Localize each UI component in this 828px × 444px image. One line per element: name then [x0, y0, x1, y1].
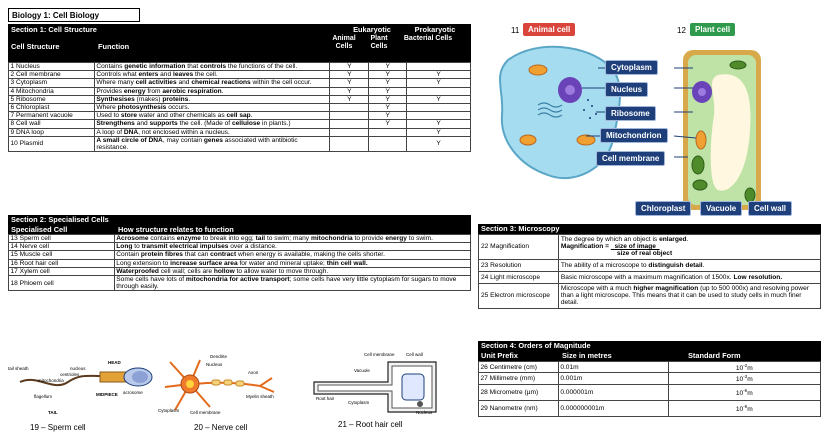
section3-row	[479, 284, 821, 309]
nerve-label-axon: Axon	[248, 370, 259, 375]
microscopy-term: 24 Light microscope	[479, 271, 559, 283]
nerve-cell-image	[150, 352, 280, 442]
root-label-vacuole: Vacuole	[354, 368, 370, 373]
plant-mark: Y	[369, 120, 407, 128]
plant-cell-title: Plant cell	[690, 23, 735, 36]
structure-name: 2 Cell membrane	[9, 71, 95, 79]
animal-number: 11	[511, 26, 520, 35]
animal-mitochondrion-1	[529, 65, 547, 75]
section3-rows	[478, 234, 821, 309]
col-function-header: Function	[98, 42, 130, 51]
bacterial-mark: Y	[407, 71, 471, 79]
section4-row	[479, 400, 821, 416]
specialised-cell-name: 18 Phloem cell	[9, 276, 115, 291]
bacterial-mark: Y	[407, 128, 471, 136]
root-hair-cell-image	[308, 350, 448, 440]
unit-prefix: 27 Millimetre (mm)	[479, 373, 559, 384]
nerve-label-dendrite: Dendrite	[210, 354, 228, 359]
section2-row	[9, 259, 471, 267]
unit-prefix: 26 Centimetre (cm)	[479, 362, 559, 373]
structure-name: 3 Cytoplasm	[9, 79, 95, 87]
specialised-cell-desc: Long to transmit electrical impulses over a distance.	[114, 243, 470, 251]
structure-name: 8 Cell wall	[9, 120, 95, 128]
label-nucleus: Nucleus	[605, 82, 648, 97]
section2-row	[9, 243, 471, 251]
bacterial-mark	[407, 87, 471, 95]
structure-function: Controls what enters and leaves the cell.	[94, 71, 329, 79]
section1-row	[9, 79, 471, 87]
animal-mitochondrion-3	[520, 135, 536, 145]
animal-mark: Y	[330, 63, 369, 71]
specialised-cell-desc: Waterproofed cell wall; cells are hollow to allow water to move through.	[114, 267, 470, 275]
section2-header	[8, 215, 471, 234]
plant-mark: Y	[369, 71, 407, 79]
structure-function: Contains genetic information that controls the functions of the cell.	[94, 63, 329, 71]
section1-row	[9, 104, 471, 112]
col-structure-header: Cell Structure	[11, 42, 60, 51]
specialised-cell-desc: Some cells have lots of mitochondria for active transport; some cells have very little cytoplasm for sugars to move through easily.	[114, 276, 470, 291]
section2-title: Section 2: Specialised Cells	[11, 215, 109, 224]
animal-mark: Y	[330, 87, 369, 95]
microscopy-desc: The degree by which an object is enlarged. Magnification = size of image size of real object	[558, 235, 820, 260]
specialised-cell-name: 14 Nerve cell	[9, 243, 115, 251]
sperm-label-tail-sheath: tail sheath	[8, 366, 29, 371]
nerve-label-myelin: Myelin sheath	[246, 394, 274, 399]
plant-number: 12	[677, 26, 686, 35]
unit-prefix: 28 Micrometre (µm)	[479, 384, 559, 400]
animal-mark	[330, 128, 369, 136]
structure-function: Synthesises (makes) proteins.	[94, 95, 329, 103]
sperm-label-flagellum: flagellum	[34, 394, 53, 399]
root-label-cytoplasm: Cytoplasm	[348, 400, 370, 405]
section2-row	[9, 251, 471, 259]
bacterial-mark	[407, 63, 471, 71]
microscopy-term: 22 Magnification	[479, 235, 559, 260]
structure-name: 9 DNA loop	[9, 128, 95, 136]
root-label-root-hair: Root hair	[316, 396, 335, 401]
microscopy-term: 23 Resolution	[479, 259, 559, 271]
sperm-label-centrioles: centrioles	[60, 372, 80, 377]
col-specialised-header: Specialised Cell	[11, 225, 68, 234]
root-caption: 21 – Root hair cell	[338, 420, 403, 429]
animal-mark	[330, 104, 369, 112]
section1-header	[8, 24, 471, 62]
section1-row	[9, 136, 471, 151]
section1-title: Section 1: Cell Structure	[11, 25, 97, 34]
structure-name: 5 Ribosome	[9, 95, 95, 103]
label-vacuole: Vacuole	[700, 201, 742, 216]
specialised-cell-name: 17 Xylem cell	[9, 267, 115, 275]
size-metres: 0.001m	[558, 373, 668, 384]
standard-form: $10^{-2}m$	[668, 362, 820, 373]
plant-mitochondrion	[696, 131, 706, 149]
section1-row	[9, 87, 471, 95]
plant-mark	[369, 136, 407, 151]
structure-name: 10 Plasmid	[9, 136, 95, 151]
sperm-label-head: HEAD	[108, 360, 121, 365]
section4-row	[479, 362, 821, 373]
section3-row	[479, 235, 821, 260]
col-size-header: Size in metres	[562, 351, 612, 360]
label-cell-membrane: Cell membrane	[596, 151, 665, 166]
microscopy-desc: Basic microscope with a maximum magnification of 1500x. Low resolution.	[558, 271, 820, 283]
plant-mark: Y	[369, 87, 407, 95]
section3-header: Section 3: Microscopy	[478, 224, 821, 234]
structure-function: Where many cell activities and chemical reactions within the cell occur.	[94, 79, 329, 87]
sperm-illustration	[8, 352, 168, 422]
standard-form: $10^{-9}m$	[668, 400, 820, 416]
plant-mark: Y	[369, 63, 407, 71]
section3-row	[479, 259, 821, 271]
bacterial-mark: Y	[407, 95, 471, 103]
animal-mark	[330, 136, 369, 151]
plant-mark: Y	[369, 95, 407, 103]
section2-table	[8, 215, 471, 291]
structure-function: Where photosynthesis occurs.	[94, 104, 329, 112]
structure-function: A small circle of DNA, may contain genes associated with antibiotic resistance.	[94, 136, 329, 151]
size-metres: 0.01m	[558, 362, 668, 373]
animal-mark: Y	[330, 79, 369, 87]
section1-table	[8, 24, 471, 152]
label-cell-wall: Cell wall	[748, 201, 792, 216]
label-chloroplast: Chloroplast	[635, 201, 691, 216]
sperm-label-midpiece: MIDPIECE	[96, 392, 118, 397]
sperm-label-acrosome: acrosome	[123, 390, 143, 395]
animal-mark	[330, 120, 369, 128]
section1-row	[9, 95, 471, 103]
bacterial-mark	[407, 104, 471, 112]
sperm-cell-image	[8, 352, 168, 442]
nerve-caption: 20 – Nerve cell	[194, 423, 248, 432]
section1-row	[9, 112, 471, 120]
label-mitochondrion: Mitochondrion	[600, 128, 668, 143]
bacterial-mark: Y	[407, 79, 471, 87]
section1-row	[9, 120, 471, 128]
specialised-cell-desc: Contain protein fibres that can contract when energy is available, making the cells shorter.	[114, 251, 470, 259]
col-animal-header: Animal Cells	[332, 35, 356, 50]
size-metres: 0.000001m	[558, 384, 668, 400]
plant-nucleolus	[698, 88, 706, 96]
nerve-label-cytoplasm: Cytoplasm	[158, 408, 180, 413]
nerve-label-membrane: Cell membrane	[190, 410, 221, 415]
section1-row	[9, 63, 471, 71]
section4-header	[478, 341, 821, 361]
microscopy-term: 25 Electron microscope	[479, 284, 559, 309]
section4-row	[479, 384, 821, 400]
bacterial-mark: Y	[407, 120, 471, 128]
section2-row	[9, 235, 471, 243]
section2-row	[9, 276, 471, 291]
section1-row	[9, 71, 471, 79]
animal-nucleolus	[565, 85, 575, 95]
standard-form: $10^{-6}m$	[668, 384, 820, 400]
structure-name: 4 Mitochondria	[9, 87, 95, 95]
section3-table	[478, 224, 821, 309]
label-ribosome: Ribosome	[605, 106, 656, 121]
section1-rows	[8, 62, 471, 152]
specialised-cell-name: 13 Sperm cell	[9, 235, 115, 243]
root-label-nucleus: Nucleus	[416, 410, 433, 415]
section4-title: Section 4: Orders of Magnitude	[481, 341, 591, 350]
sperm-caption: 19 – Sperm cell	[30, 423, 86, 432]
page-title: Biology 1: Cell Biology	[8, 8, 140, 22]
section4-rows	[478, 361, 821, 417]
structure-name: 7 Permanent vacuole	[9, 112, 95, 120]
structure-function: Provides energy from aerobic respiration.	[94, 87, 329, 95]
animal-mark: Y	[330, 95, 369, 103]
col-bacterial-header: Bacterial Cells	[403, 35, 453, 42]
col-prokaryotic-header: Prokaryotic	[414, 25, 456, 34]
microscopy-desc: The ability of a microscope to distinguish detail.	[558, 259, 820, 271]
structure-function: Strengthens and supports the cell. (Made of cellulose in plants.)	[94, 120, 329, 128]
animal-mark	[330, 112, 369, 120]
animal-cell-title: Animal cell	[523, 23, 575, 36]
structure-name: 1 Nucleus	[9, 63, 95, 71]
col-unit-header: Unit Prefix	[481, 351, 518, 360]
size-metres: 0.000000001m	[558, 400, 668, 416]
microscopy-desc: Microscope with a much higher magnification (up to 500 000x) and resolving power than a light microscope. This means that it can be used to study cells in much finer detail.	[558, 284, 820, 309]
structure-function: Used to store water and other chemicals as cell sap.	[94, 112, 329, 120]
root-label-membrane: Cell membrane	[364, 352, 395, 357]
section2-rows	[8, 234, 471, 291]
structure-function: A loop of DNA, not enclosed within a nucleus.	[94, 128, 329, 136]
unit-prefix: 29 Nanometre (nm)	[479, 400, 559, 416]
bacterial-mark	[407, 112, 471, 120]
plant-mark	[369, 128, 407, 136]
section4-table	[478, 341, 821, 417]
label-cytoplasm: Cytoplasm	[605, 60, 658, 75]
col-std-header: Standard Form	[688, 351, 741, 360]
specialised-cell-desc: Acrosome contains enzyme to break into egg; tail to swim; many mitochondria to provide energy to swim.	[114, 235, 470, 243]
col-how-header: How structure relates to function	[118, 225, 234, 234]
section3-row	[479, 271, 821, 283]
specialised-cell-desc: Long extension to increase surface area for water and mineral uptake; thin cell wall.	[114, 259, 470, 267]
specialised-cell-name: 15 Muscle cell	[9, 251, 115, 259]
section1-row	[9, 128, 471, 136]
sperm-label-nucleus: nucleus	[70, 366, 86, 371]
standard-form: $10^{-3}m$	[668, 373, 820, 384]
col-plant-header: Plant Cells	[370, 35, 388, 50]
cell-diagram	[478, 20, 823, 220]
plant-mark: Y	[369, 104, 407, 112]
section2-row	[9, 267, 471, 275]
sperm-label-tail: TAIL	[48, 410, 58, 415]
col-eukaryotic-header: Eukaryotic	[353, 25, 391, 34]
plant-mark: Y	[369, 112, 407, 120]
root-hair-illustration	[308, 350, 448, 418]
specialised-cell-name: 16 Root hair cell	[9, 259, 115, 267]
animal-mark: Y	[330, 71, 369, 79]
plant-mark: Y	[369, 79, 407, 87]
bacterial-mark: Y	[407, 136, 471, 151]
root-label-wall: Cell wall	[406, 352, 423, 357]
sperm-label-mitochondria: mitochondria	[38, 378, 64, 383]
section4-row	[479, 373, 821, 384]
structure-name: 6 Chloroplast	[9, 104, 95, 112]
nerve-label-nucleus: Nucleus	[206, 362, 223, 367]
